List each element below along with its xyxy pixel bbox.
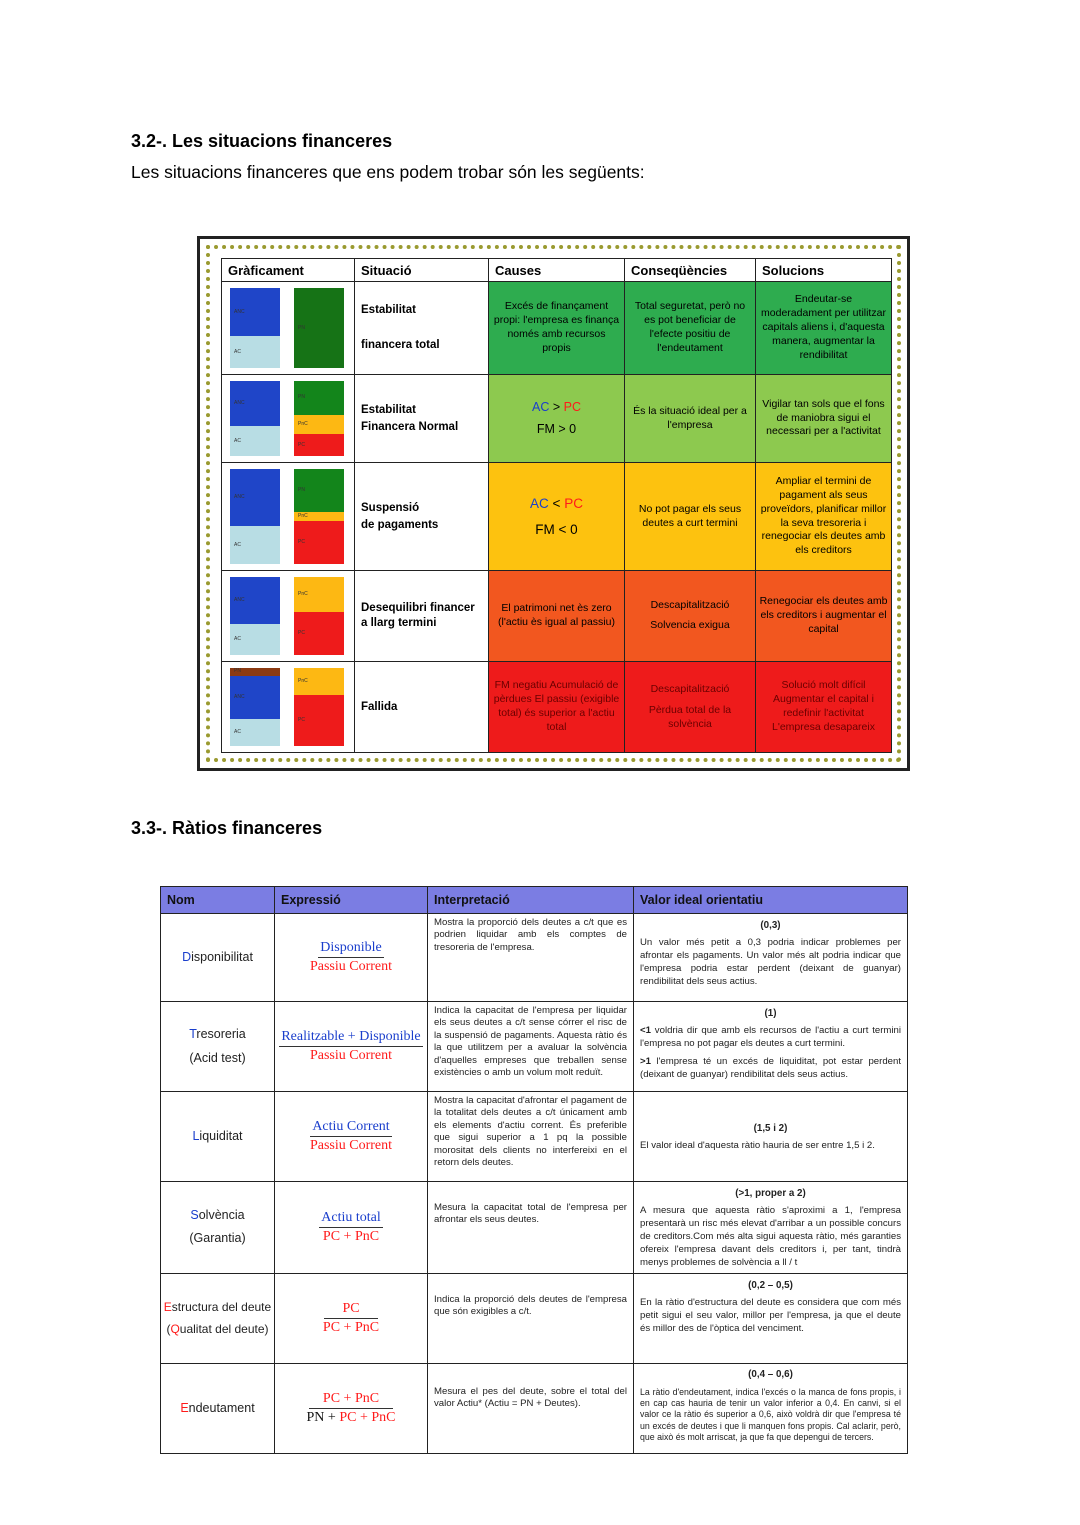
left-balance-bar (230, 577, 280, 655)
header-cell: Situació (355, 259, 489, 282)
table-row (222, 463, 892, 571)
section-intro: Les situacions financeres que ens podem trobar són les següents: (131, 162, 645, 182)
formula-numerator: Actiu Corrent (310, 1119, 391, 1137)
balance-segment: AC (230, 426, 280, 456)
right-balance-bar (294, 469, 344, 564)
balance-graphic-cell (222, 282, 355, 375)
ac-label: AC (530, 495, 549, 511)
ratio-name-initial: D (182, 949, 192, 964)
header-cell: Nom (161, 887, 275, 914)
formula-numerator: Realitzable + Disponible (279, 1029, 422, 1047)
pc-label: PC (564, 495, 583, 511)
left-balance-bar (230, 288, 280, 368)
ratio-name-sub: (Garantia) (189, 1231, 246, 1246)
ac-label: AC (531, 400, 550, 415)
header-cell: Valor ideal orientatiu (634, 887, 908, 914)
consequences-cell: No pot pagar els seus deutes a curt termini (625, 463, 756, 571)
ratio-name (161, 914, 275, 1002)
ratio-name-initial: T (189, 1027, 197, 1042)
ratio-ideal-value (634, 1273, 908, 1363)
balance-segment: AC (230, 624, 280, 655)
solutions-cell: Renegociar els deutes amb els creditors i augmentar el capital (756, 571, 892, 662)
situation-name-line: Fallida (361, 700, 398, 713)
balance-segment: PC (294, 612, 344, 655)
pc-label: PC (563, 400, 582, 415)
ideal-value-title: (1) (764, 1008, 777, 1019)
operator: > (552, 400, 561, 415)
consequence-line: Solvencia exigua (650, 619, 730, 631)
consequences-cell: Total seguretat, però no es pot beneficiar de l'efecte positiu de l'endeutament (625, 282, 756, 375)
table-row (161, 1092, 908, 1182)
balance-graphic-cell (222, 463, 355, 571)
header-cell: Causes (489, 259, 625, 282)
table-row (161, 1363, 908, 1453)
ratio-formula (275, 1002, 428, 1092)
ratio-name-rest: olvència (198, 1208, 245, 1223)
right-balance-bar (294, 577, 344, 655)
ratio-formula (275, 1182, 428, 1274)
ratio-name (161, 1002, 275, 1092)
left-balance-bar (230, 668, 280, 746)
operator: < (552, 495, 561, 511)
ratio-ideal-value (634, 1182, 908, 1274)
situation-name-line: Estabilitat (361, 304, 416, 317)
ideal-value-text: Un valor més petit a 0,3 podria indicar problemes per afrontar els pagaments. Un valor més alt podria indicar que l'empresa podria estar perdent (deixant de guanyar) rendibilitat dels seus actius. (640, 937, 901, 988)
denominator-debt: PC + PnC (339, 1409, 396, 1425)
balance-segment: ANC (230, 676, 280, 719)
formula-denominator: Passiu Corrent (309, 1048, 393, 1063)
ratio-name (161, 1363, 275, 1453)
formula-numerator: PC (324, 1301, 377, 1319)
header-cell: Gràficament (222, 259, 355, 282)
balance-graphic-cell (222, 571, 355, 662)
balance-segment: PN (230, 668, 280, 676)
balance-segment: PnC (294, 415, 344, 434)
balance-segment: PN (294, 469, 344, 512)
table-row (222, 375, 892, 463)
balance-segment: PnC (294, 512, 344, 522)
balance-segment: PC (294, 695, 344, 746)
formula-numerator: Disponible (318, 940, 383, 958)
ratio-ideal-value (634, 1002, 908, 1092)
right-balance-bar (294, 288, 344, 368)
ratio-name-rest: resoreria (196, 1027, 246, 1042)
ratio-name-rest: ndeutament (188, 1400, 255, 1415)
ratio-name-initial: S (190, 1208, 199, 1223)
ratio-name (161, 1273, 275, 1363)
balance-segment: PnC (294, 577, 344, 612)
formula-denominator: PC + PnC (322, 1228, 380, 1244)
situation-name-line: Financera Normal (361, 420, 459, 433)
ratio-name-initial: E (163, 1300, 172, 1315)
table-row (222, 662, 892, 753)
situations-figure (197, 236, 910, 771)
fm-formula: FM > 0 (536, 421, 577, 436)
balance-graphic-cell (222, 375, 355, 463)
consequence-line: Descapitalització (650, 599, 730, 612)
ideal-condition: <1 (640, 1025, 651, 1037)
situation-name (355, 463, 489, 571)
ideal-value-title: (0,4 – 0,6) (748, 1368, 793, 1380)
ideal-value-text: voldria dir que amb els recursos de l'actiu a curt termini l'empresa no pot pagar els deutes a curt termini. (640, 1025, 901, 1050)
balance-segment: AC (230, 719, 280, 746)
formula-numerator: Actiu total (319, 1210, 383, 1228)
solutions-cell: Endeutar-se moderadament per utilitzar capitals aliens i, d'aquesta manera, augmentar la rendibilitat (756, 282, 892, 375)
consequences-cell (625, 662, 756, 753)
table-row (161, 1002, 908, 1092)
ideal-value-title: (1,5 i 2) (753, 1122, 788, 1134)
ratios-table (160, 886, 908, 1454)
situation-name-line: Estabilitat (361, 403, 416, 416)
ratio-interpretation: Mostra la capacitat d'afrontar el pagament de la totalitat dels deutes a c/t únicament amb els elements d'actiu corrent. És preferible que sigui superior a 1 pq la possible morositat dels clients no interfereixi en el retorn dels deutes. (428, 1092, 634, 1182)
ratio-interpretation: Mostra la proporció dels deutes a c/t que es podrien liquidar amb els comptes de tresoreria de l'empresa. (428, 914, 634, 1002)
formula-denominator: Passiu Corrent (309, 1138, 393, 1153)
ideal-value-text: A mesura que aquesta ràtio s'aproximi a 1, l'empresa presentarà un risc més elevat d'arribar a un possible concurs de creditors.Com més alta sigui aquesta ràtio, més garanties ofereix l'empresa davant dels creditors i, per tant, tindrà menys problemes de solvència a ll / t (640, 1205, 901, 1268)
balance-segment: ANC (230, 577, 280, 624)
ratio-name-initial: L (192, 1128, 200, 1143)
ratio-name-rest: structura del deute (171, 1300, 272, 1315)
denominator-plus: + (324, 1409, 340, 1425)
balance-segment: AC (230, 336, 280, 368)
causes-cell: FM negatiu Acumulació de pèrdues El passiu (exigible total) és superior a l'actiu total (489, 662, 625, 753)
ratio-formula (275, 1092, 428, 1182)
ideal-value-text: El valor ideal d'aquesta ràtio hauria de ser entre 1,5 i 2. (640, 1140, 875, 1152)
situation-name-line: financera total (361, 339, 440, 351)
header-cell: Conseqüències (625, 259, 756, 282)
situation-name (355, 571, 489, 662)
formula-denominator (276, 1409, 426, 1426)
table-row (161, 1182, 908, 1274)
causes-cell (489, 463, 625, 571)
table-header-row (161, 887, 908, 914)
ratio-interpretation: Mesura el pes del deute, sobre el total del valor Actiu* (Actiu = PN + Deutes). (428, 1363, 634, 1453)
ideal-value-title: (>1, proper a 2) (735, 1188, 806, 1199)
balance-segment: ANC (230, 381, 280, 426)
balance-segment: AC (230, 526, 280, 564)
section-heading: 3.3-. Ràtios financeres (131, 818, 323, 838)
fm-formula: FM < 0 (535, 521, 578, 537)
header-cell: Expressió (275, 887, 428, 914)
causes-formula (492, 491, 621, 517)
ideal-value-text: La ràtio d'endeutament, indica l'excés o la manca de fons propis, i en cap cas hauria de tenir un valor inferior a 0,4. En canvi, si el valor ce la ràtio és superior a 0,6, això voldrà dir que l'empresa té un excés de deutes i que li manquen fons propis. Cal aclarir, però, que això és molt arriscat, ja que fa que depengui de tercers. (640, 1386, 901, 1443)
ratio-interpretation: Indica la proporció dels deutes de l'empresa que són exigibles a c/t. (428, 1273, 634, 1363)
solutions-cell: Vigilar tan sols que el fons de maniobra sigui el necessari per a l'activitat (756, 375, 892, 463)
balance-segment: PnC (294, 668, 344, 695)
situation-name-line: Suspensió (361, 501, 420, 514)
ratio-name (161, 1182, 275, 1274)
ratio-name-rest: iquiditat (199, 1128, 243, 1143)
ratio-name-sub: (Acid test) (189, 1050, 246, 1065)
table-row (161, 1273, 908, 1363)
ratio-ideal-value (634, 1092, 908, 1182)
solutions-cell: Solució molt difícil Augmentar el capital i redefinir l'activitat L'empresa desapareix (756, 662, 892, 753)
ideal-value-text: l'empresa té un excés de liquiditat, pot estar perdent (deixant de guanyar) rendibilitat dels seus actius. (640, 1056, 901, 1081)
formula-denominator: PC + PnC (322, 1319, 380, 1335)
ratio-interpretation: Mesura la capacitat total de l'empresa per afrontar els seus deutes. (428, 1182, 634, 1274)
ideal-value-title: (0,2 – 0,5) (748, 1279, 793, 1291)
table-header-row (222, 259, 892, 282)
ratio-interpretation: Indica la capacitat de l'empresa per liquidar els seus deutes a c/t sense córrer el risc de la suspensió de pagaments. Aquesta ràtio és la que utilitzem per a avaluar la solvència d'aquelles empreses que treballen sense existències o amb un volum molt reduït. (428, 1002, 634, 1092)
situation-name (355, 662, 489, 753)
right-balance-bar (294, 381, 344, 456)
ratio-name-rest: isponibilitat (191, 949, 253, 964)
balance-segment: PN (294, 381, 344, 415)
balance-segment: PN (294, 288, 344, 368)
situations-table (221, 258, 892, 753)
ratio-name-sub-initial: Q (170, 1322, 180, 1337)
situation-name (355, 282, 489, 375)
table-row (222, 571, 892, 662)
header-cell: Interpretació (428, 887, 634, 914)
header-cell: Solucions (756, 259, 892, 282)
formula-denominator: Passiu Corrent (309, 959, 393, 974)
ratio-ideal-value (634, 914, 908, 1002)
left-balance-bar (230, 381, 280, 456)
balance-segment: PC (294, 521, 344, 564)
ideal-value-text: En la ràtio d'estructura del deute es considera que com més petit sigui el seu valor, millor per l'empresa, ja que el deute és millor des de l'òptica del venciment. (640, 1297, 901, 1334)
ratio-name (161, 1092, 275, 1182)
ratio-formula (275, 1273, 428, 1363)
section-heading: 3.2-. Les situacions financeres (131, 131, 393, 151)
ratio-name-initial: E (180, 1400, 189, 1415)
ratio-formula (275, 1363, 428, 1453)
consequences-cell: És la situació ideal per a l'empresa (625, 375, 756, 463)
causes-cell (489, 375, 625, 463)
solutions-cell: Ampliar el termini de pagament als seus proveïdors, planificar millor la seva tresoreria i renegociar els deutes amb els creditors (756, 463, 892, 571)
balance-graphic-cell (222, 662, 355, 753)
table-row (222, 282, 892, 375)
causes-cell: Excés de finançament propi: l'empresa es finança només amb recursos propis (489, 282, 625, 375)
ideal-condition: >1 (640, 1056, 651, 1068)
table-row (161, 914, 908, 1002)
situation-name-line: de pagaments (361, 518, 439, 531)
left-balance-bar (230, 469, 280, 564)
situation-name-line: a llarg termini (361, 617, 437, 629)
consequences-cell (625, 571, 756, 662)
consequence-line: Pèrdua total de la solvència (648, 704, 732, 730)
causes-cell: El patrimoni net ès zero (l'actiu ès igual al passiu) (489, 571, 625, 662)
balance-segment: PC (294, 434, 344, 457)
situation-name-line: Desequilibri financer (361, 602, 475, 615)
situation-name (355, 375, 489, 463)
ratio-name-sub: ( (166, 1322, 171, 1337)
consequence-line: Descapitalització (650, 682, 730, 695)
right-balance-bar (294, 668, 344, 746)
ideal-value-title: (0,3) (760, 920, 781, 931)
ratio-ideal-value (634, 1363, 908, 1453)
ratio-name-sub: ualitat del deute) (179, 1322, 269, 1337)
balance-segment: ANC (230, 469, 280, 526)
formula-numerator: PC + PnC (309, 1391, 393, 1409)
balance-segment: ANC (230, 288, 280, 336)
denominator-pn: PN (306, 1409, 325, 1425)
ratio-formula (275, 914, 428, 1002)
causes-formula (492, 397, 621, 418)
